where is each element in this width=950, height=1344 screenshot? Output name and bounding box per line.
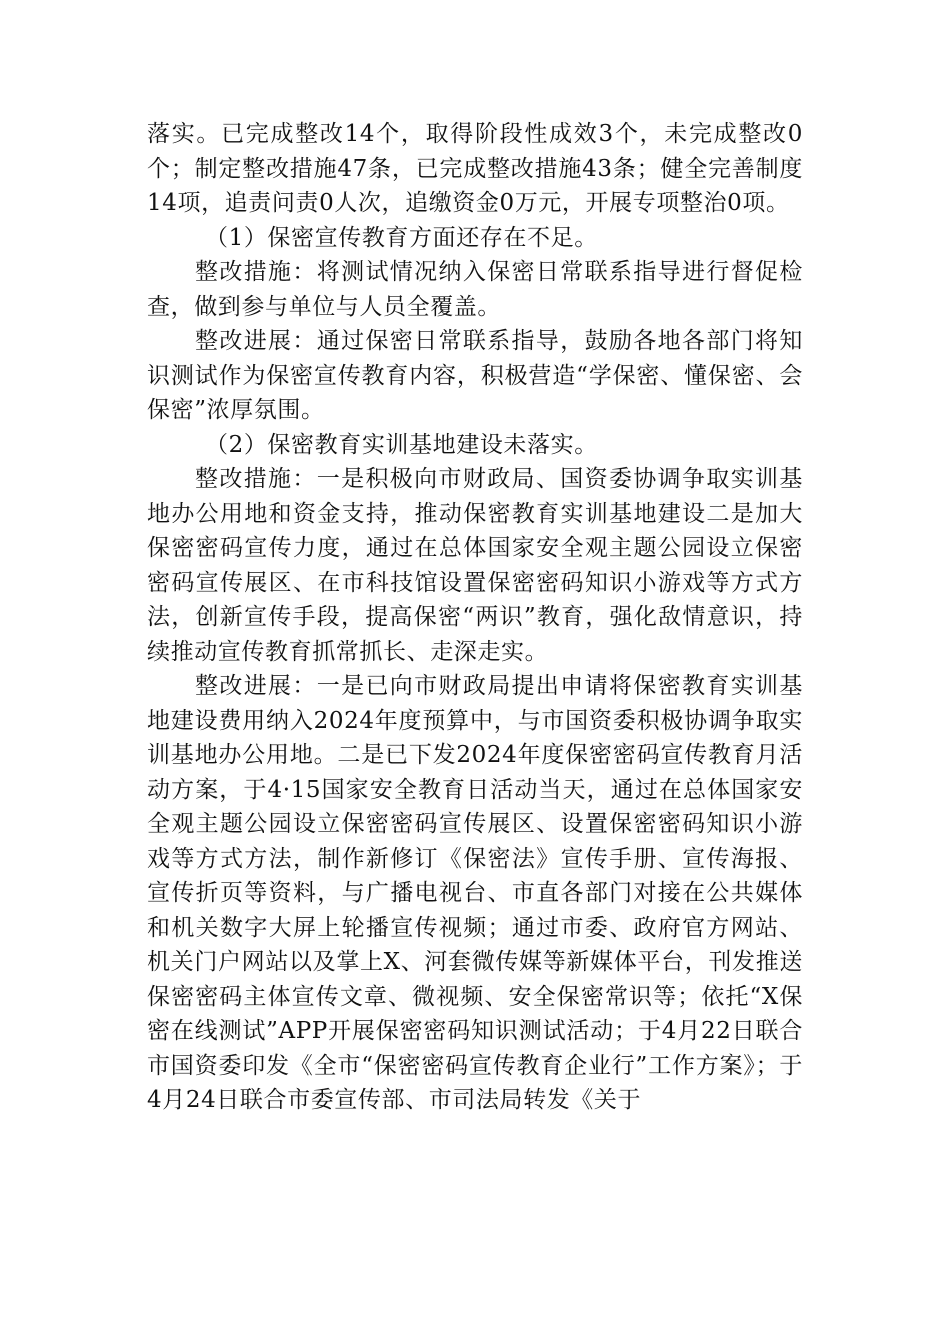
paragraph-progress-2: 整改进展：一是已向市财政局提出申请将保密教育实训基地建设费用纳入2024年度预算中，与市国资委积极协调争取实训基地办公用地。二是已下发2024年度保密密码宣传教育月活动方案，于4·15国家安全教育日活动当天，通过在总体国家安全观主题公园设立保密密码宣传展区、设置保密密码知识小游戏等方式方法，制作新修订《保密法》宣传手册、宣传海报、宣传折页等资料，与广播电视台、市直各部门对接在公共媒体和机关数字大屏上轮播宣传视频；通过市委、政府官方网站、机关门户网站以及掌上X、河套微传媒等新媒体平台，刊发推送保密密码主体宣传文章、微视频、安全保密常识等；依托“X保密在线测试”APP开展保密密码知识测试活动；于4月22日联合市国资委印发《全市“保密密码宣传教育企业行”工作方案》；于4月24日联合市委宣传部、市司法局转发《关于	[147, 673, 803, 1113]
paragraph-measures-1: 整改措施：将测试情况纳入保密日常联系指导进行督促检查，做到参与单位与人员全覆盖。	[147, 259, 803, 320]
paragraph-measures-2: 整改措施：一是积极向市财政局、国资委协调争取实训基地办公用地和资金支持，推动保密教育实训基地建设二是加大保密密码宣传力度，通过在总体国家安全观主题公园设立保密密码宣传展区、在市科技馆设置保密密码知识小游戏等方式方法，创新宣传手段，提高保密“两识”教育，强化敌情意识，持续推动宣传教育抓常抓长、走深走实。	[147, 466, 803, 665]
heading-training-base-not-implemented: （2）保密教育实训基地建设未落实。	[205, 431, 598, 458]
heading-publicity-education-shortfall: （1）保密宣传教育方面还存在不足。	[205, 224, 598, 251]
document-body	[147, 117, 803, 1118]
paragraph-rectification-summary: 落实。已完成整改14个，取得阶段性成效3个，未完成整改0个；制定整改措施47条，已完成整改措施43条；健全完善制度14项，追责问责0人次，追缴资金0万元，开展专项整治0项。	[147, 121, 803, 216]
paragraph-progress-1: 整改进展：通过保密日常联系指导，鼓励各地各部门将知识测试作为保密宣传教育内容，积极营造“学保密、懂保密、会保密”浓厚氛围。	[147, 328, 803, 423]
